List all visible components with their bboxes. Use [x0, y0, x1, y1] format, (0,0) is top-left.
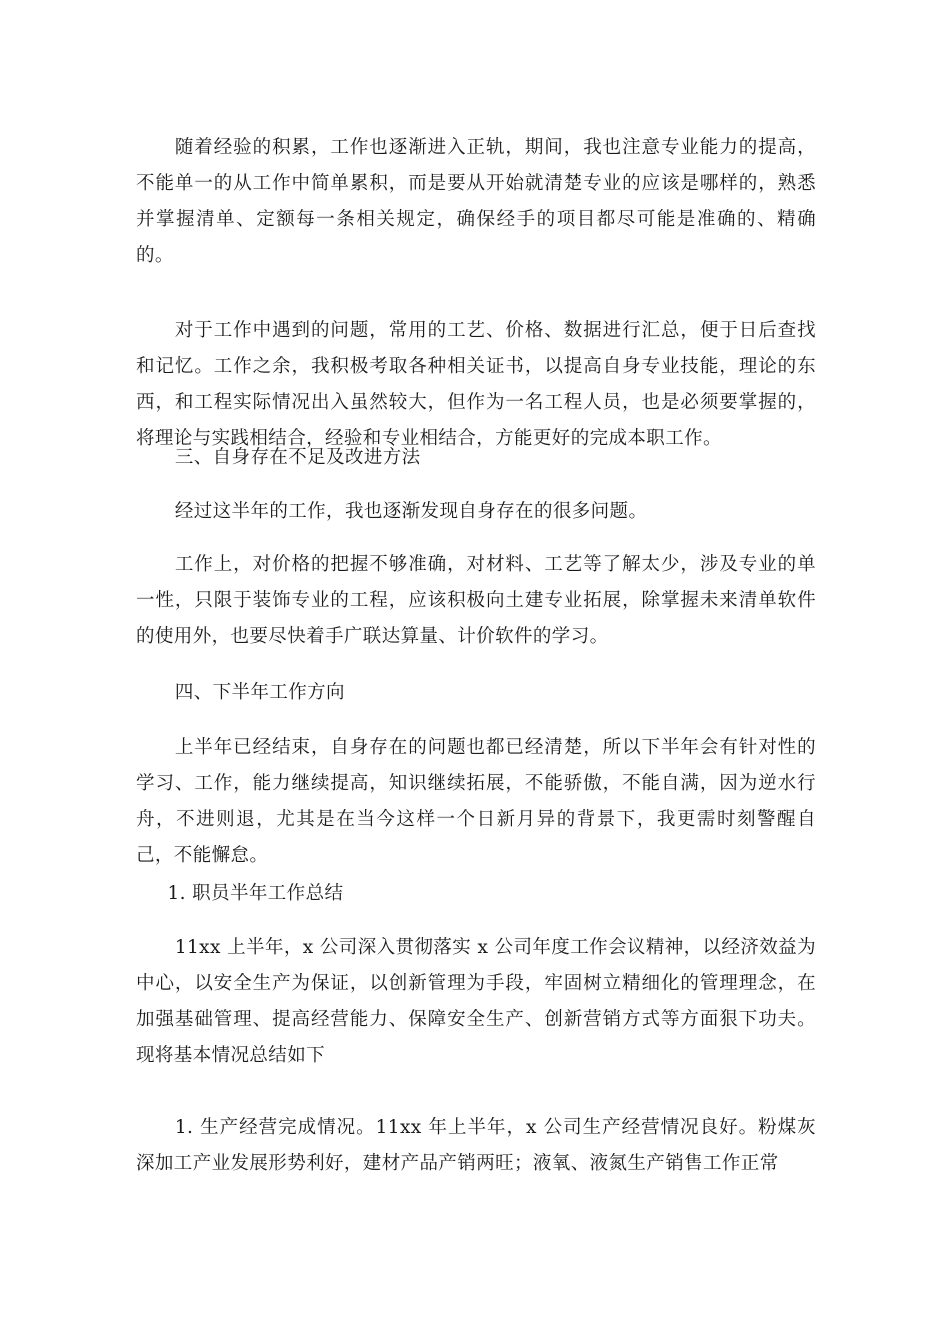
paragraph-problems-found: 经过这半年的工作，我也逐渐发现自身存在的很多问题。: [174, 501, 648, 522]
section-heading-shortcomings: 三、自身存在不足及改进方法: [174, 447, 421, 468]
paragraph-company-overview: 11xx 上半年，x 公司深入贯彻落实 x 公司年度工作会议精神，以经济效益为中心，以安全生产为保证，以创新管理为手段，牢固树立精细化的管理理念，在加强基础管理、提高经营能力、保障安全生产、创新营销方式等方面狠下功夫。现将基本情况总结如下: [136, 937, 816, 1066]
paragraph-problems-summary: 对于工作中遇到的问题，常用的工艺、价格、数据进行汇总，便于日后查找和记忆。工作之余，我积极考取各种相关证书，以提高自身专业技能，理论的东西，和工程实际情况出入虽然较大，但作为一名工程人员，也是必须要掌握的，将理论与实践相结合，经验和专业相结合，方能更好的完成本职工作。: [136, 320, 816, 449]
paragraph-experience: 随着经验的积累，工作也逐渐进入正轨，期间，我也注意专业能力的提高，不能单一的从工作中简单累积，而是要从开始就清楚专业的应该是哪样的，熟悉并掌握清单、定额每一条相关规定，确保经手的项目都尽可能是准确的、精确的。: [136, 137, 816, 266]
paragraph-work-shortcomings: 工作上，对价格的把握不够准确，对材料、工艺等了解太少，涉及专业的单一性，只限于装饰专业的工程，应该积极向土建专业拓展，除掌握未来清单软件的使用外，也要尽快着手广联达算量、计价软件的学习。: [136, 554, 816, 647]
paragraph-production-status: 1. 生产经营完成情况。11xx 年上半年，x 公司生产经营情况良好。粉煤灰深加工产业发展形势利好，建材产品产销两旺；液氧、液氮生产销售工作正常: [136, 1117, 816, 1174]
section-heading-second-half: 四、下半年工作方向: [174, 682, 345, 703]
section-heading-staff-summary: 1. 职员半年工作总结: [167, 883, 344, 904]
paragraph-second-half-plan: 上半年已经结束，自身存在的问题也都已经清楚，所以下半年会有针对性的学习、工作，能力继续提高，知识继续拓展，不能骄傲，不能自满，因为逆水行舟，不进则退，尤其是在当今这样一个日新月异的背景下，我更需时刻警醒自己，不能懈怠。: [136, 737, 816, 866]
